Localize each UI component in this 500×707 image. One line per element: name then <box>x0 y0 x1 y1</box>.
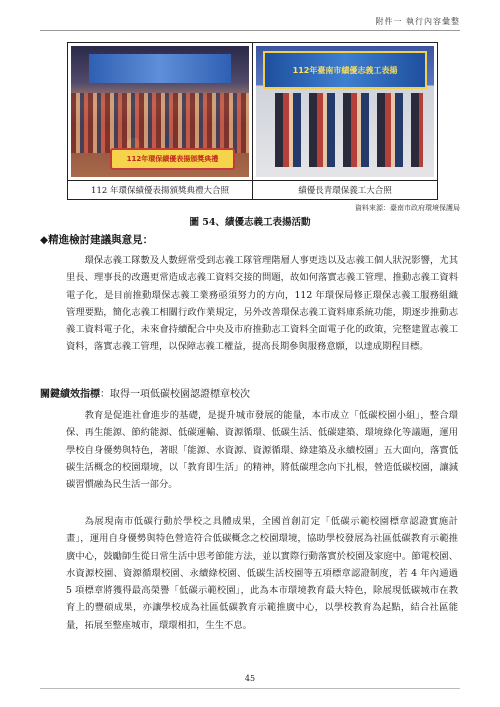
footer-rule <box>40 688 460 689</box>
figure-source: 資料來源：臺南市政府環境保護局 <box>355 204 460 212</box>
audience-crowd <box>71 93 249 153</box>
photo-caption-left: 112 年環保績優表揚頒獎典禮大合照 <box>91 186 229 196</box>
kpi-heading <box>40 385 460 400</box>
running-header: 附件一 執行內容彙整 <box>375 17 460 26</box>
header-rule <box>40 30 460 31</box>
photo-table <box>67 42 438 200</box>
review-section-title: ◆精進檢討建議與意見： <box>40 234 154 246</box>
award-ceremony-photo <box>71 46 249 177</box>
photo-cell-right <box>252 43 437 180</box>
kpi-text: ：取得一項低碳校園認證標章校次 <box>100 389 250 400</box>
photo-backdrop: 112年臺南市績優志義工表揚 <box>263 51 427 89</box>
review-paragraph: 環保志義工隊數及人數經常受到志義工隊管理階層人事更迭以及志義工個人狀況影響，尤其里長、理事長的改選更常造成志義工資料交接的問題，故如何落實志義工管理、推動志義工資料電子化，是目前推動環保志義工業務亟須努力的方向，112 年環保局修正環保志義工服務組織管理要點，簡化志義工相關行政作業規定，另外改善環保志義工資料庫系統功能，期逐步推動志義工資料電子化，未來會持續配合中央及市府推動志工資料全面電子化的政策，完整建置志義工資料，落實志義工管理，以保障志義工權益，提高長期參與服務意願，以達成期程目標。 <box>66 255 458 353</box>
page-number: 45 <box>244 674 256 683</box>
stage-backdrop <box>89 54 231 83</box>
volunteer-group-photo <box>256 46 434 177</box>
body-paragraph: 教育是促進社會進步的基礎，是提升城市發展的能量，本市成立「低碳校園小組」，整合環保、再生能源、節約能源、低碳運輸、資源循環、低碳生活、低碳建築、環境綠化等議題，運用學校自身優勢與特色，著眼「能源、水資源、資源循環、綠建築及永續校園」五大面向，落實低碳生活概念的校園環境，以「教育即生活」的精神，將低碳理念向下扎根，營造低碳校園，讓減碳習慣融為民生活一部分。 <box>66 410 458 491</box>
photo-cell-left <box>68 43 252 180</box>
kpi-label: 關鍵績效指標 <box>40 389 100 400</box>
photo-caption-right: 績優長青環保義工大合照 <box>252 181 437 199</box>
body-paragraph: 為展現南市低碳行動於學校之具體成果，全國首創訂定「低碳示範校園標章認證實施計畫」，運用自身優勢與特色營造符合低碳概念之校園環境，協助學校發展為社區低碳教育示範推廣中心，鼓勵師生從日常生活中思考節能方法，並以實際行動落實於校園及家庭中。節電校園、水資源校園、資源循環校園、永續綠校園、低碳生活校園等五項標章認證制度，若 4 年內通過 5 項標章將獲得最高榮譽「低碳示範校園」，此為本市環境教育最大特色，除展現低碳城市在教育上的豐碩成果，亦讓學校成為社區低碳教育示範推廣中心，以學校教育為起點，結合社區能量，拓展至整座城市，環環相扣，生生不息。 <box>66 516 458 631</box>
photo-caption-row <box>68 181 437 199</box>
photo-banner: 112年環保績優表揚頒獎典禮 <box>110 148 235 170</box>
figure-caption: 圖 54、績優志義工表揚活動 <box>189 217 311 228</box>
group-people <box>267 93 424 166</box>
photo-row <box>68 43 437 181</box>
